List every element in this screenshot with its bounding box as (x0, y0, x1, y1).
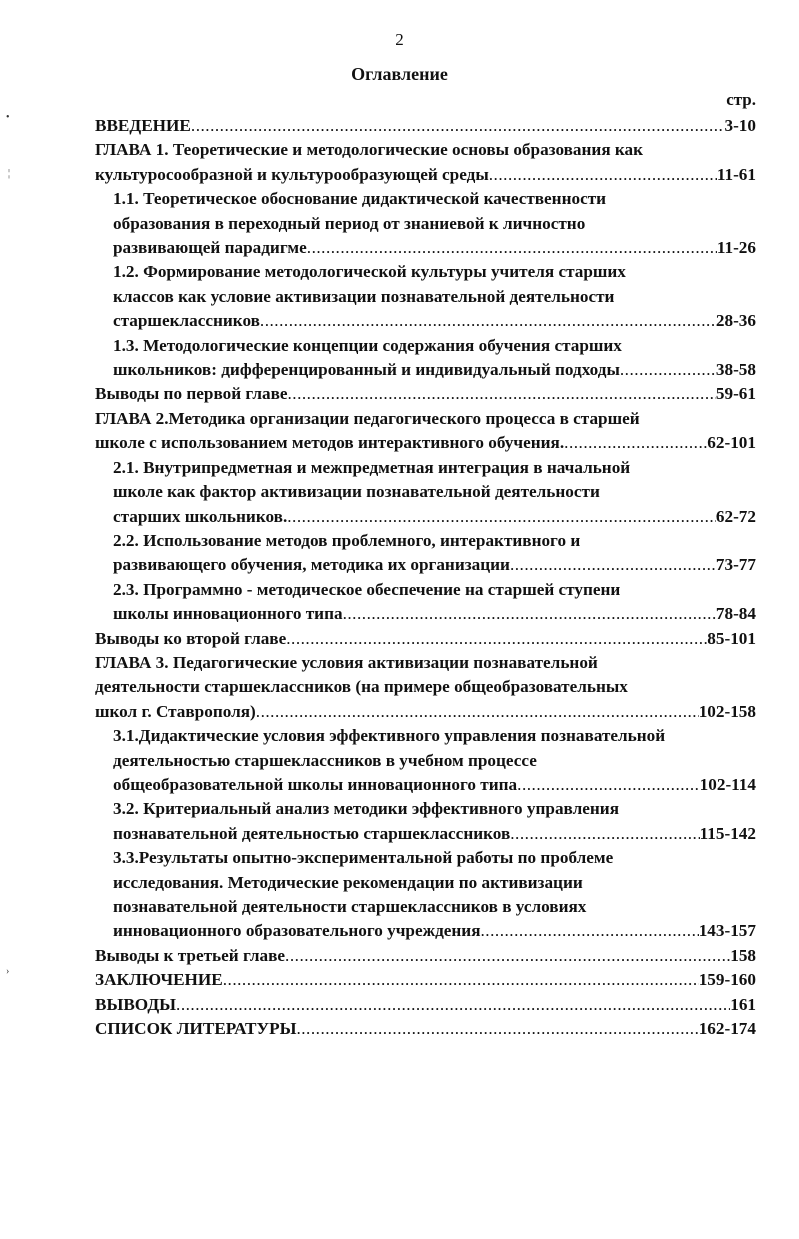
toc-entry-line: 1.3. Методологические концепции содержания обучения старших (113, 335, 622, 355)
toc-entry (95, 968, 756, 992)
toc-entry-page: 38-58 (715, 360, 756, 380)
toc-entry-line: школе как фактор активизации познавательной деятельности (113, 482, 600, 502)
toc-entry (95, 1017, 756, 1041)
toc-entry-page: 102-158 (698, 701, 756, 721)
dot-leader (307, 236, 717, 260)
toc-entry (95, 529, 756, 578)
toc-entry-page: 115-142 (699, 823, 756, 843)
dot-leader (489, 163, 717, 187)
dot-leader (223, 968, 699, 992)
toc-entry (95, 187, 756, 260)
toc-entry (95, 114, 756, 138)
toc-entry-text: познавательной деятельностью старшеклассников (113, 823, 511, 843)
table-of-contents (95, 114, 756, 1041)
toc-entry-line: деятельностью старшеклассников в учебном процессе (113, 750, 537, 770)
toc-entry-text: старших школьников. (113, 506, 288, 526)
scan-speck: ¦ (8, 168, 11, 179)
toc-entry (95, 578, 756, 627)
toc-entry-page: 78-84 (715, 604, 756, 624)
toc-entry-line: познавательной деятельности старшеклассников в условиях (113, 897, 587, 916)
toc-entry-text: Выводы ко второй главе (95, 628, 287, 648)
toc-entry-text: развивающей парадигме (113, 238, 307, 258)
toc-entry-text: ВЫВОДЫ (95, 994, 177, 1014)
toc-entry-line: 2.1. Внутрипредметная и межпредметная интеграция в начальной (113, 457, 631, 477)
dot-leader (510, 553, 716, 577)
toc-entry-line: ГЛАВА 2.Методика организации педагогического процесса в старшей (95, 408, 640, 428)
dot-leader (256, 700, 699, 724)
dot-leader (296, 1017, 698, 1041)
toc-entry-last-line (95, 944, 756, 968)
page-number: 2 (395, 30, 404, 49)
dot-leader (517, 773, 700, 797)
toc-entry-page: 85-101 (707, 628, 756, 648)
toc-entry-last-line (95, 627, 756, 651)
toc-entry-text: развивающего обучения, методика их организации (113, 555, 510, 575)
toc-entry-line: 3.2. Критериальный анализ методики эффективного управления (113, 799, 619, 819)
toc-entry-last-line (113, 822, 756, 846)
toc-entry-text: культуросообразной и культурообразующей среды (95, 164, 489, 184)
toc-entry-page: 102-114 (699, 774, 756, 794)
toc-entry-last-line (113, 309, 756, 333)
toc-entry-text: школе с использованием методов интерактивного обучения. (95, 433, 565, 453)
toc-title: Оглавление (351, 64, 448, 84)
toc-entry-last-line (113, 236, 756, 260)
toc-entry-text: Выводы к третьей главе (95, 945, 286, 965)
scan-speck: • (6, 112, 10, 123)
toc-entry-page: 3-10 (724, 116, 756, 135)
toc-entry-text: ВВЕДЕНИЕ (95, 116, 191, 135)
toc-entry-page: 162-174 (698, 1019, 756, 1039)
dot-leader (510, 822, 699, 846)
toc-entry-page: 159-160 (698, 970, 756, 990)
toc-entry-last-line (113, 505, 756, 529)
toc-entry (95, 627, 756, 651)
toc-entry-line: 3.3.Результаты опытно-экспериментальной работы по проблеме (113, 848, 614, 868)
toc-entry-last-line (113, 358, 756, 382)
toc-entry-page: 73-77 (715, 555, 756, 575)
scan-speck: › (6, 966, 10, 977)
toc-entry-text: инновационного образовательного учреждения (113, 921, 481, 941)
toc-entry-page: 11-26 (716, 238, 756, 258)
toc-entry-last-line (95, 382, 756, 406)
dot-leader (287, 505, 716, 529)
toc-entry-text: школьников: дифференцированный и индивидуальный подходы (113, 360, 620, 380)
toc-entry-line: 1.1. Теоретическое обоснование дидактической качественности (113, 189, 607, 209)
toc-entry (95, 407, 756, 456)
dot-leader (285, 944, 730, 968)
toc-entry-page: 158 (730, 945, 756, 965)
dot-leader (620, 358, 716, 382)
toc-entry-last-line (95, 968, 756, 992)
toc-entry (95, 138, 756, 187)
toc-entry (95, 797, 756, 846)
dot-leader (191, 114, 725, 138)
toc-entry-last-line (113, 773, 756, 797)
toc-entry-page: 59-61 (715, 384, 756, 404)
toc-entry-page: 28-36 (715, 311, 756, 331)
toc-entry-line: 1.2. Формирование методологической культуры учителя старших (113, 262, 626, 282)
toc-entry-page: 62-101 (707, 433, 756, 453)
toc-entry-last-line (95, 431, 756, 455)
dot-leader (176, 993, 730, 1017)
toc-entry-text: общеобразовательной школы инновационного типа (113, 774, 518, 794)
toc-entry (95, 651, 756, 724)
toc-entry-last-line (95, 993, 756, 1017)
toc-entry-line: исследования. Методические рекомендации по активизации (113, 872, 583, 892)
toc-entry-last-line (95, 114, 756, 138)
toc-entry-line: ГЛАВА 3. Педагогические условия активизации познавательной (95, 652, 598, 672)
toc-entry-text: старшеклассников (113, 311, 260, 331)
toc-entry-page: 143-157 (698, 921, 756, 941)
dot-leader (481, 919, 699, 943)
toc-entry-line: 3.1.Дидактические условия эффективного управления познавательной (113, 726, 666, 746)
toc-entry-line: ГЛАВА 1. Теоретические и методологические основы образования как (95, 140, 644, 160)
toc-entry-text: ЗАКЛЮЧЕНИЕ (95, 970, 223, 990)
dot-leader (343, 602, 716, 626)
toc-entry-line: образования в переходный период от знаниевой к личностно (113, 213, 586, 233)
toc-entry (95, 993, 756, 1017)
toc-entry-line: 2.3. Программно - методическое обеспечение на старшей ступени (113, 579, 621, 599)
toc-entry-last-line (95, 1017, 756, 1041)
toc-entry-page: 161 (730, 994, 756, 1014)
toc-entry-text: Выводы по первой главе (95, 384, 288, 404)
toc-entry-text: СПИСОК ЛИТЕРАТУРЫ (95, 1019, 297, 1039)
toc-entry (95, 724, 756, 797)
dot-leader (564, 431, 707, 455)
toc-entry-last-line (95, 700, 756, 724)
toc-entry (95, 456, 756, 529)
toc-entry-last-line (113, 919, 756, 943)
toc-entry-line: 2.2. Использование методов проблемного, интерактивного и (113, 530, 581, 550)
dot-leader (287, 382, 715, 406)
toc-entry-line: деятельности старшеклассников (на примере общеобразовательных (95, 677, 628, 697)
toc-entry (95, 334, 756, 383)
dot-leader (260, 309, 716, 333)
toc-entry-page: 11-61 (716, 164, 756, 184)
toc-entry-last-line (113, 602, 756, 626)
toc-entry-line: классов как условие активизации познавательной деятельности (113, 286, 615, 306)
toc-entry (95, 846, 756, 944)
toc-entry (95, 382, 756, 406)
toc-entry-text: школ г. Ставрополя) (95, 701, 256, 721)
toc-entry-last-line (113, 553, 756, 577)
toc-entry-last-line (95, 163, 756, 187)
toc-entry-text: школы инновационного типа (113, 604, 343, 624)
toc-entry-page: 62-72 (715, 506, 756, 526)
toc-entry (95, 944, 756, 968)
dot-leader (286, 627, 707, 651)
page-column-label: стр. (726, 90, 756, 109)
toc-entry (95, 260, 756, 333)
